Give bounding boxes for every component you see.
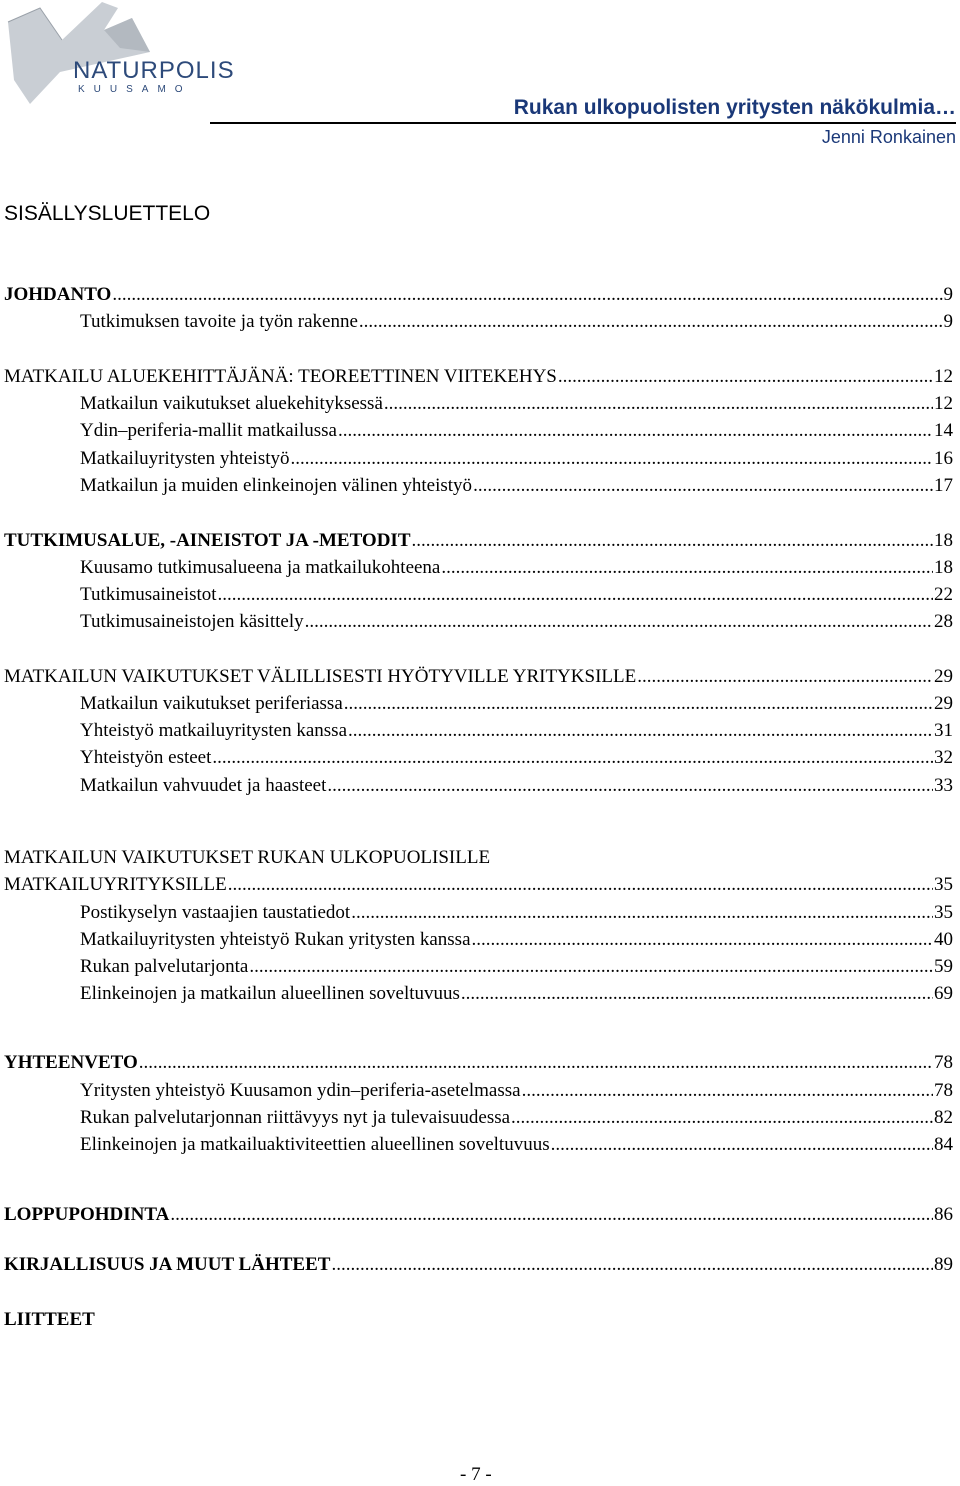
toc-entry-page: 32 — [934, 747, 953, 768]
toc-entry-title: MATKAILUN VAIKUTUKSET VÄLILLISESTI HYÖTYVILLE YRITYKSILLE — [4, 666, 637, 687]
toc-entry-title: Matkailun vaikutukset periferiassa — [80, 693, 343, 714]
toc-entry-title: MATKAILU ALUEKEHITTÄJÄNÄ: TEOREETTINEN VIITEKEHYS — [4, 366, 557, 387]
toc-entry-title: Tutkimusaineistojen käsittely — [80, 611, 304, 632]
toc-leader — [558, 364, 933, 390]
toc-leader — [637, 664, 933, 690]
toc-entry-page: 12 — [934, 366, 953, 387]
toc-entry[interactable] — [80, 1105, 953, 1131]
toc-leader — [511, 1105, 933, 1131]
toc-leader — [522, 1078, 933, 1104]
toc-entry-title: Rukan palvelutarjonnan riittävyys nyt ja tulevaisuudessa — [80, 1107, 511, 1128]
page-number: - 7 - — [460, 1464, 492, 1485]
toc-entry[interactable] — [80, 773, 953, 799]
toc-entry-page: 9 — [943, 311, 953, 332]
toc-entry-page: 17 — [934, 475, 953, 496]
toc-entry-title: JOHDANTO — [4, 284, 112, 305]
toc-entry-title: YHTEENVETO — [4, 1052, 138, 1073]
toc-entry-title: Tutkimusaineistot — [80, 584, 217, 605]
toc-entry[interactable] — [4, 364, 953, 390]
toc-entry-title: Yhteistyön esteet — [80, 747, 212, 768]
toc-entry-title: KIRJALLISUUS JA MUUT LÄHTEET — [4, 1254, 331, 1275]
toc-entry-page: 16 — [934, 448, 953, 469]
toc-entry-title: Kuusamo tutkimusalueena ja matkailukohteena — [80, 557, 441, 578]
toc-entry[interactable] — [4, 1050, 953, 1076]
toc-leader — [344, 691, 933, 717]
toc-leader — [305, 609, 933, 635]
toc-entry[interactable] — [80, 691, 953, 717]
toc-heading: SISÄLLYSLUETTELO — [4, 202, 211, 225]
naturpolis-logo — [0, 0, 235, 110]
toc-entry-page: 35 — [934, 874, 953, 895]
toc-entry[interactable] — [4, 1202, 953, 1228]
toc-entry-page: 33 — [934, 775, 953, 796]
toc-entry-title: Matkailun vahvuudet ja haasteet — [80, 775, 327, 796]
toc-entry[interactable] — [80, 1132, 953, 1158]
toc-entry[interactable] — [80, 391, 953, 417]
toc-leader — [384, 391, 933, 417]
toc-entry-page: 89 — [934, 1254, 953, 1275]
toc-entry-page: 69 — [934, 983, 953, 1004]
toc-entry[interactable] — [80, 927, 953, 953]
toc-leader — [359, 309, 943, 335]
logo-sub: KUUSAMO — [78, 84, 192, 95]
toc-entry[interactable] — [80, 718, 953, 744]
toc-leader — [351, 900, 933, 926]
toc-entry-page: 22 — [934, 584, 953, 605]
toc-entry-title[interactable]: LIITTEET — [4, 1309, 95, 1330]
toc-entry[interactable] — [4, 528, 953, 554]
toc-entry-title[interactable]: MATKAILUN VAIKUTUKSET RUKAN ULKOPUOLISILLE — [4, 847, 491, 868]
toc-leader — [249, 954, 933, 980]
toc-leader — [473, 473, 933, 499]
toc-leader — [218, 582, 933, 608]
toc-leader — [331, 1252, 933, 1278]
toc-entry-page: 59 — [934, 956, 953, 977]
toc-entry-title: Ydin–periferia-mallit matkailussa — [80, 420, 337, 441]
toc-leader — [338, 418, 933, 444]
toc-entry-title: Tutkimuksen tavoite ja työn rakenne — [80, 311, 358, 332]
toc-entry-page: 84 — [934, 1134, 953, 1155]
toc-entry[interactable] — [80, 954, 953, 980]
toc-entry[interactable] — [80, 609, 953, 635]
toc-leader — [441, 555, 933, 581]
toc-leader — [170, 1202, 933, 1228]
toc-entry-title: Postikyselyn vastaajien taustatiedot — [80, 902, 351, 923]
toc-entry-title: LOPPUPOHDINTA — [4, 1204, 170, 1225]
toc-entry-page: 14 — [934, 420, 953, 441]
toc-entry-title: Elinkeinojen ja matkailun alueellinen soveltuvuus — [80, 983, 460, 1004]
toc-entry[interactable] — [80, 745, 953, 771]
toc-entry-page: 18 — [934, 530, 953, 551]
toc-leader — [461, 981, 933, 1007]
toc-entry-title: Matkailun vaikutukset aluekehityksessä — [80, 393, 383, 414]
toc-entry[interactable] — [80, 418, 953, 444]
toc-entry-page: 9 — [943, 284, 953, 305]
toc-entry-page: 29 — [934, 693, 953, 714]
toc-entry[interactable] — [80, 981, 953, 1007]
logo-name: NATURPOLIS — [73, 57, 235, 84]
toc-entry[interactable] — [4, 664, 953, 690]
toc-entry[interactable] — [80, 309, 953, 335]
document-title: Rukan ulkopuolisten yritysten näkökulmia… — [513, 96, 956, 119]
toc-leader — [348, 718, 933, 744]
toc-entry-page: 18 — [934, 557, 953, 578]
toc-entry[interactable] — [80, 1078, 953, 1104]
toc-entry-page: 78 — [934, 1080, 953, 1101]
toc-leader — [212, 745, 933, 771]
toc-entry-title: Yritysten yhteistyö Kuusamon ydin–periferia-asetelmassa — [80, 1080, 521, 1101]
toc-entry-page: 29 — [934, 666, 953, 687]
toc-leader — [291, 446, 933, 472]
toc-leader — [139, 1050, 933, 1076]
toc-entry[interactable] — [4, 872, 953, 898]
document-author: Jenni Ronkainen — [821, 127, 956, 147]
toc-entry-title: Yhteistyö matkailuyritysten kanssa — [80, 720, 348, 741]
toc-entry[interactable] — [4, 282, 953, 308]
toc-entry-page: 12 — [934, 393, 953, 414]
toc-entry[interactable] — [4, 1252, 953, 1278]
toc-entry-title: MATKAILUYRITYKSILLE — [4, 874, 227, 895]
toc-leader — [327, 773, 933, 799]
toc-entry-page: 28 — [934, 611, 953, 632]
toc-entry-title: Elinkeinojen ja matkailuaktiviteettien alueellinen soveltuvuus — [80, 1134, 550, 1155]
toc-entry-page: 35 — [934, 902, 953, 923]
toc-entry[interactable] — [80, 473, 953, 499]
toc-entry[interactable] — [80, 555, 953, 581]
toc-leader — [472, 927, 933, 953]
toc-entry-title: Matkailuyritysten yhteistyö — [80, 448, 290, 469]
toc-entry-title: Rukan palvelutarjonta — [80, 956, 249, 977]
toc-entry-page: 31 — [934, 720, 953, 741]
toc-entry[interactable] — [80, 582, 953, 608]
toc-entry-page: 78 — [934, 1052, 953, 1073]
toc-leader — [112, 282, 942, 308]
toc-entry[interactable] — [80, 446, 953, 472]
toc-leader — [551, 1132, 933, 1158]
toc-entry-title: Matkailun ja muiden elinkeinojen välinen yhteistyö — [80, 475, 473, 496]
toc-entry[interactable] — [80, 900, 953, 926]
toc-leader — [228, 872, 933, 898]
toc-entry-title: TUTKIMUSALUE, -AINEISTOT JA -METODIT — [4, 530, 411, 551]
toc-entry-page: 40 — [934, 929, 953, 950]
header-divider — [210, 122, 956, 124]
toc-entry-page: 82 — [934, 1107, 953, 1128]
toc-entry-page: 86 — [934, 1204, 953, 1225]
toc-leader — [412, 528, 934, 554]
toc-entry-title: Matkailuyritysten yhteistyö Rukan yritysten kanssa — [80, 929, 471, 950]
